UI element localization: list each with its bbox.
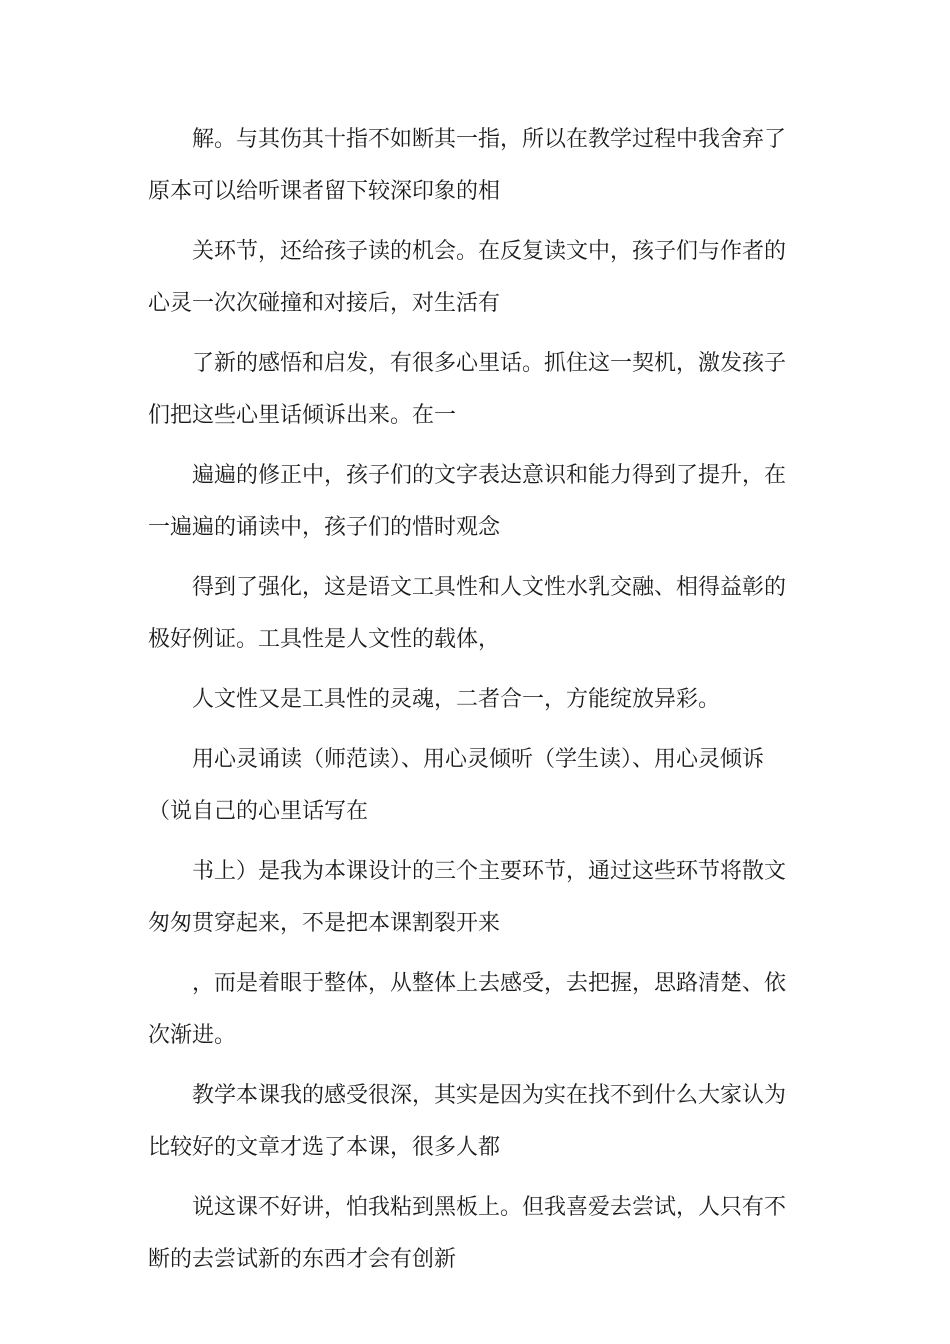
paragraph <box>148 1182 808 1286</box>
paragraph-line: 原本可以给听课者留下较深印象的相 <box>148 179 501 204</box>
paragraph <box>148 226 808 330</box>
paragraph-line: 教学本课我的感受很深，其实是因为实在找不到什么大家认为 <box>192 1083 787 1108</box>
paragraph-line: 书上）是我为本课设计的三个主要环节，通过这些环节将散文 <box>192 859 787 884</box>
paragraph-line: 了新的感悟和启发，有很多心里话。抓住这一契机，激发孩子 <box>192 351 787 376</box>
document-body <box>148 114 808 1294</box>
paragraph-line: 解。与其伤其十指不如断其一指，所以在教学过程中我舍弃了 <box>192 127 787 152</box>
paragraph <box>148 958 808 1062</box>
paragraph <box>148 562 808 666</box>
paragraph-line: 匆匆贯穿起来，不是把本课割裂开来 <box>148 911 501 936</box>
paragraph-line: 比较好的文章才选了本课，很多人都 <box>148 1135 501 1160</box>
paragraph-line: 用心灵诵读（师范读）、用心灵倾听（学生读）、用心灵倾诉 <box>192 747 765 772</box>
paragraph-line: 说这课不好讲，怕我粘到黑板上。但我喜爱去尝试，人只有不 <box>192 1195 787 1220</box>
paragraph-line: 得到了强化，这是语文工具性和人文性水乳交融、相得益彰的 <box>192 575 787 600</box>
paragraph-line: 断的去尝试新的东西才会有创新 <box>148 1247 457 1272</box>
paragraph-line: 心灵一次次碰撞和对接后，对生活有 <box>148 291 501 316</box>
paragraph-line: （说自己的心里话写在 <box>148 799 369 824</box>
paragraph-line: 次渐进。 <box>148 1023 237 1048</box>
paragraph <box>148 450 808 554</box>
paragraph <box>148 1070 808 1174</box>
paragraph-line: 极好例证。工具性是人文性的载体， <box>148 627 501 652</box>
paragraph-line: ，而是着眼于整体，从整体上去感受，去把握，思路清楚、依 <box>192 971 787 996</box>
paragraph-line: 一遍遍的诵读中，孩子们的惜时观念 <box>148 515 501 540</box>
paragraph-line: 们把这些心里话倾诉出来。在一 <box>148 403 457 428</box>
paragraph <box>148 846 808 950</box>
paragraph <box>148 734 808 838</box>
paragraph <box>148 114 808 218</box>
paragraph-line: 关环节，还给孩子读的机会。在反复读文中，孩子们与作者的 <box>192 239 787 264</box>
paragraph-line: 人文性又是工具性的灵魂，二者合一，方能绽放异彩。 <box>192 687 721 712</box>
paragraph <box>148 338 808 442</box>
paragraph-line: 遍遍的修正中，孩子们的文字表达意识和能力得到了提升，在 <box>192 463 787 488</box>
paragraph <box>148 674 808 726</box>
